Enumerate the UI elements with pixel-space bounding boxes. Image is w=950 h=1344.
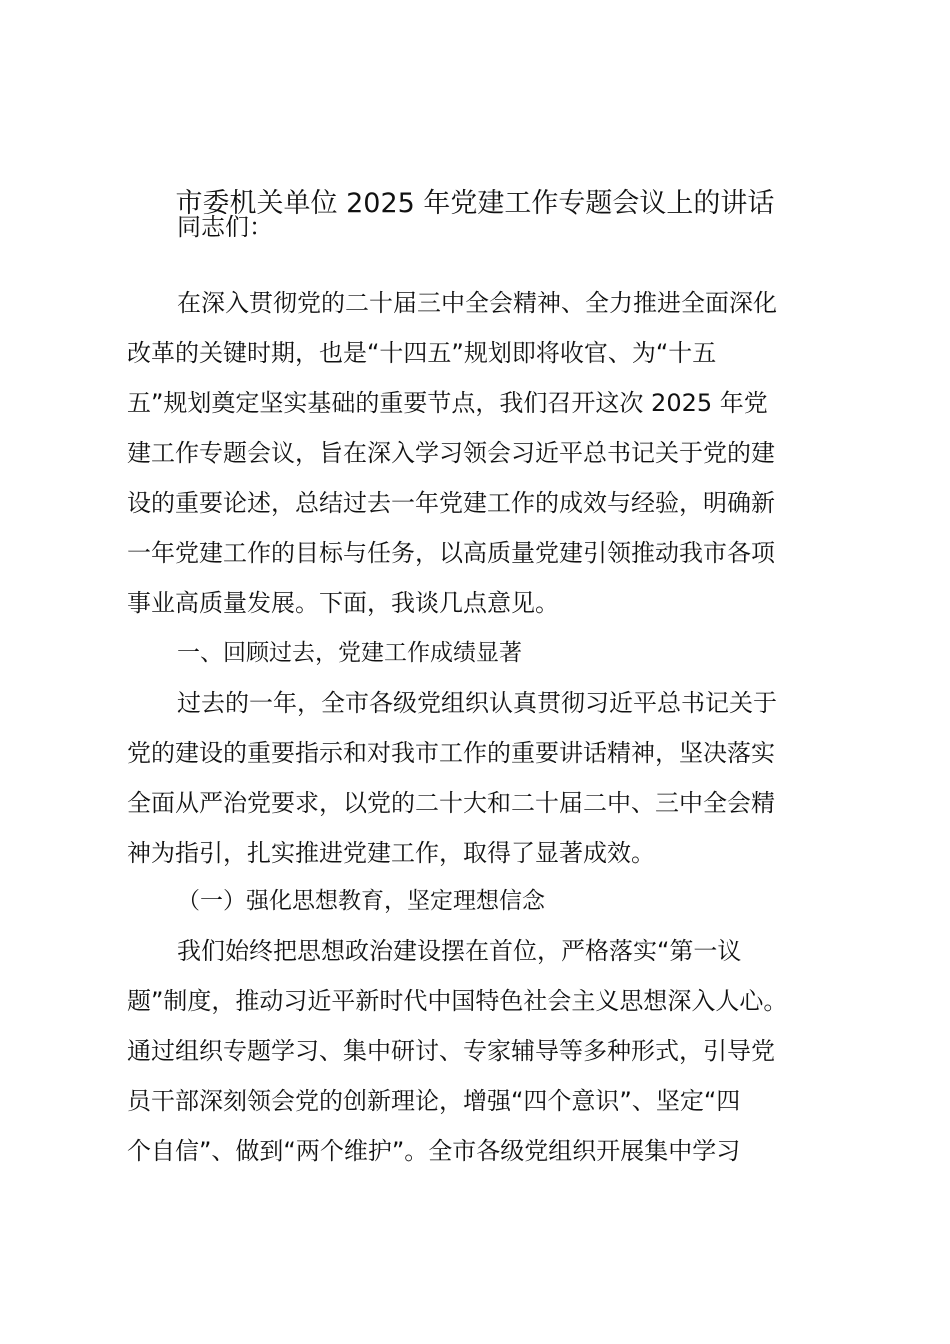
salutation: 同志们： [177, 213, 273, 241]
paragraph-line: 过去的一年，全市各级党组织认真贯彻习近平总书记关于 [177, 689, 777, 717]
paragraph-line: 神为指引，扎实推进党建工作，取得了显著成效。 [127, 839, 655, 867]
section-heading: 一、回顾过去，党建工作成绩显著 [177, 640, 522, 666]
paragraph-line: 通过组织专题学习、集中研讨、专家辅导等多种形式，引导党 [127, 1037, 775, 1065]
paragraph-line: 事业高质量发展。下面，我谈几点意见。 [127, 589, 559, 617]
paragraph-line: 党的建设的重要指示和对我市工作的重要讲话精神，坚决落实 [127, 739, 775, 767]
paragraph-line: 员干部深刻领会党的创新理论，增强“四个意识”、坚定“四 [127, 1087, 741, 1115]
paragraph-line: 个自信”、做到“两个维护”。全市各级党组织开展集中学习 [127, 1137, 741, 1165]
paragraph-line: 题”制度，推动习近平新时代中国特色社会主义思想深入人心。 [127, 987, 788, 1015]
paragraph-line: 设的重要论述，总结过去一年党建工作的成效与经验，明确新 [127, 489, 775, 517]
subsection-heading: （一）强化思想教育，坚定理想信念 [177, 888, 545, 914]
paragraph-line: 全面从严治党要求，以党的二十大和二十届二中、三中全会精 [127, 789, 775, 817]
paragraph-line: 建工作专题会议，旨在深入学习领会习近平总书记关于党的建 [127, 439, 775, 467]
paragraph-line: 五”规划奠定坚实基础的重要节点，我们召开这次 2025 年党 [127, 389, 768, 417]
paragraph-line: 一年党建工作的目标与任务，以高质量党建引领推动我市各项 [127, 539, 775, 567]
document-title: 市委机关单位 2025 年党建工作专题会议上的讲话 [175, 188, 775, 219]
paragraph-line: 在深入贯彻党的二十届三中全会精神、全力推进全面深化 [177, 289, 777, 317]
paragraph-line: 我们始终把思想政治建设摆在首位，严格落实“第一议 [177, 937, 742, 965]
paragraph-line: 改革的关键时期，也是“十四五”规划即将收官、为“十五 [127, 339, 717, 367]
